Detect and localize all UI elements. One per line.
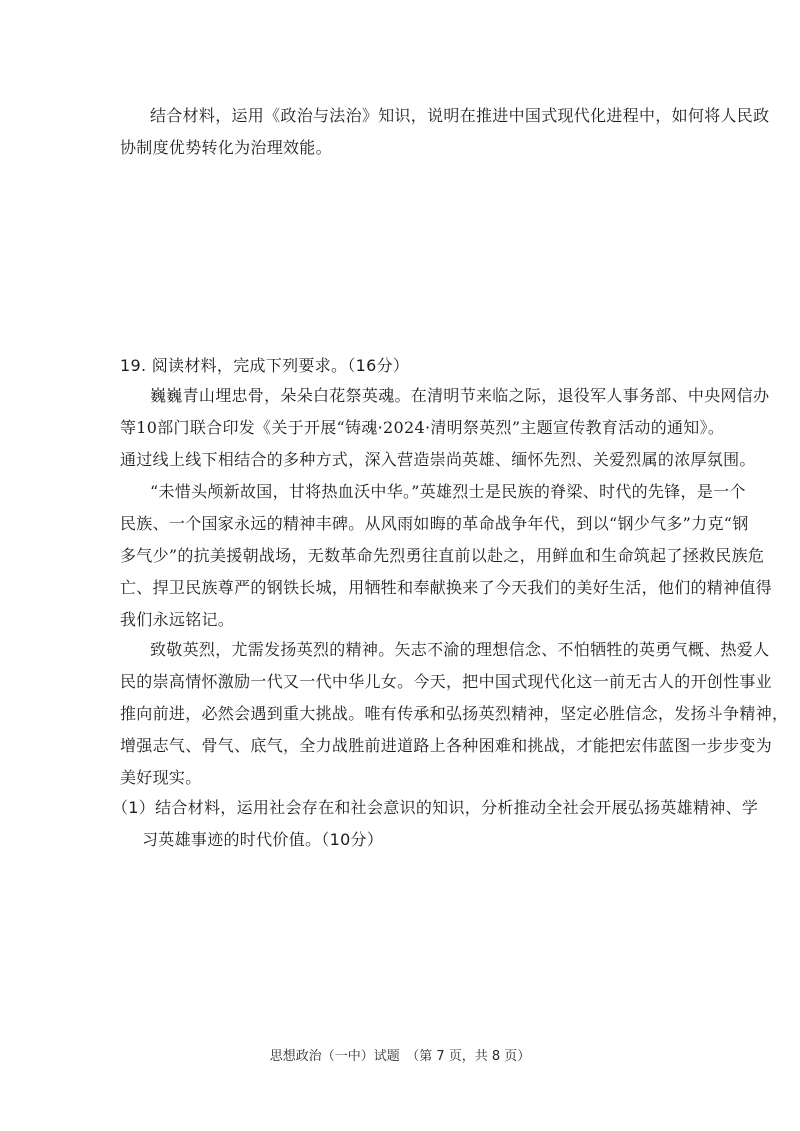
sub-question-1-line-1: （1）结合材料，运用社会存在和社会意识的知识，分析推动全社会开展弘扬英雄精神、学 [112,798,759,817]
q18-prompt [120,100,770,164]
material-p3-line-4: 增强志气、骨气、底气，全力战胜前进道路上各种困难和挑战，才能把宏伟蓝图一步步变为 [120,736,773,755]
material-p3-line-5: 美好现实。 [120,768,202,787]
material-p2-line-3: 多气少”的抗美援朝战场，无数革命先烈勇往直前以赴之，用鲜血和生命筑起了拯救民族危 [120,546,765,565]
q19-heading-block [120,350,700,382]
material-p1-line-2: 等10部门联合印发《关于开展“铸魂·2024·清明祭英烈”主题宣传教育活动的通知》。 [120,418,725,437]
q19-heading: 19. 阅读材料，完成下列要求。（16分） [120,356,410,375]
q19-sub-question-1 [112,792,759,856]
q18-line-2: 协制度优势转化为治理效能。 [120,138,332,157]
q19-material-paragraph-1 [120,380,770,476]
material-p2-line-1: “未惜头颅新故国，甘将热血沃中华。”英雄烈士是民族的脊梁、时代的先锋，是一个 [150,482,746,501]
material-p2-line-4: 亡、捍卫民族尊严的钢铁长城，用牺牲和奉献换来了今天我们的美好生活，他们的精神值得 [120,578,773,597]
sub-question-1-line-2: 习英雄事迹的时代价值。（10分） [142,830,384,849]
q19-material-paragraph-2 [120,476,773,636]
material-p1-line-1: 巍巍青山埋忠骨，朵朵白花祭英魂。在清明节来临之际，退役军人事务部、中央网信办 [150,386,770,405]
q19-material-paragraph-3 [120,634,789,794]
material-p2-line-5: 我们永远铭记。 [120,610,235,629]
material-p3-line-1: 致敬英烈，尤需发扬英烈的精神。矢志不渝的理想信念、不怕牺牲的英勇气概、热爱人 [150,640,770,659]
material-p2-line-2: 民族、一个国家永远的精神丰碑。从风雨如晦的革命战争年代，到以“钢少气多”力克“钢 [120,514,749,533]
material-p3-line-3: 推向前进，必然会遇到重大挑战。唯有传承和弘扬英烈精神，坚定必胜信念，发扬斗争精神， [120,704,789,723]
page-footer: 思想政治（一中）试题 （第 7 页，共 8 页） [269,1049,531,1064]
q18-line-1: 结合材料，运用《政治与法治》知识，说明在推进中国式现代化进程中，如何将人民政 [150,106,770,125]
material-p3-line-2: 民的崇高情怀激励一代又一代中华儿女。今天，把中国式现代化这一前无古人的开创性事业 [120,672,773,691]
material-p1-line-3: 通过线上线下相结合的多种方式，深入营造崇尚英雄、缅怀先烈、关爱烈属的浓厚氛围。 [120,450,756,469]
